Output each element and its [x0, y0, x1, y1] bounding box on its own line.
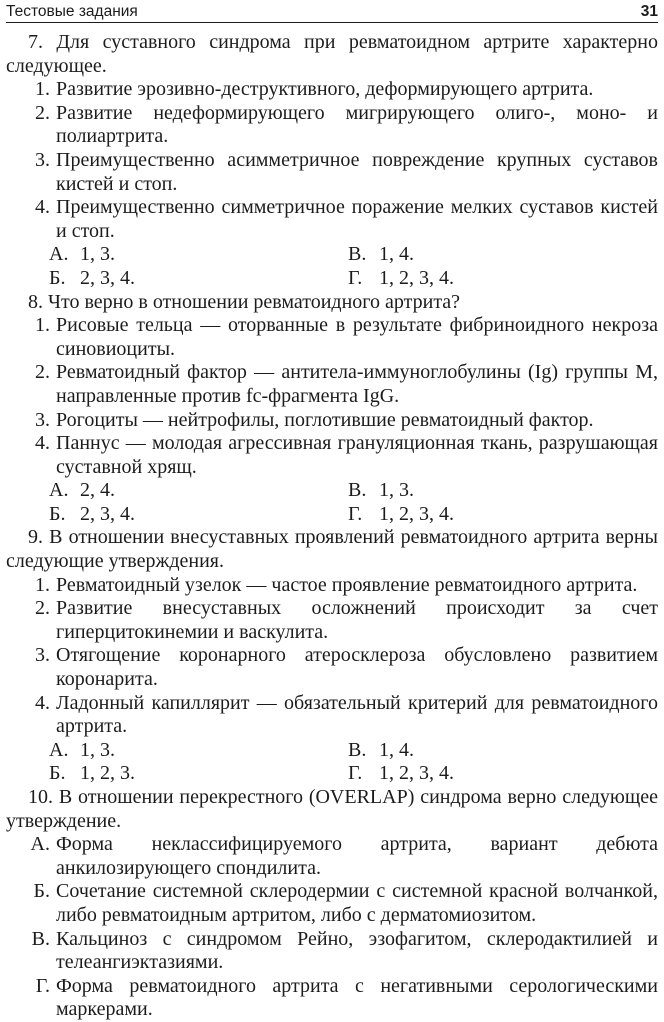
option-item: 2. Развитие недеформирующего мигрирующего олиго-, моно- и полиартрита.: [35, 101, 658, 148]
question-stem: 7. Для суставного синдрома при ревматоидном артрите характерно следующее.: [6, 31, 658, 77]
option-item: 1. Развитие эрозивно-деструктивного, деформирующего артрита.: [35, 78, 594, 101]
option-item: 3. Отягощение коронарного атеросклероза обусловлено развитием коронарита.: [35, 644, 658, 691]
question-stem: 10. В отношении перекрестного (OVERLAP) синдрома верно следующее утверждение.: [6, 786, 658, 832]
option-item: 4. Преимущественно симметричное поражение мелких суставов кистей и стоп.: [35, 196, 658, 242]
question-8: [6, 291, 658, 527]
option-item: Б. Сочетание системной склеродермии с системной красной волчанкой, либо ревматоидным артритом, либо с дерматомиозитом.: [33, 880, 658, 926]
question-stem: 9. В отношении внесуставных проявлений ревматоидного артрита верны следующие утверждения.: [6, 526, 658, 573]
option-item: 2. Ревматоидный фактор — антитела-иммуноглобулины (Ig) группы M, направленные против fc-фрагмента IgG.: [35, 361, 658, 407]
question-10: [6, 786, 658, 1022]
answer-row: А. 2, 4. В. 1, 3.: [49, 479, 414, 502]
question-9: [6, 526, 658, 786]
option-item: 4. Паннус — молодая агрессивная грануляционная ткань, разрушающая суставной хрящ.: [35, 432, 658, 478]
option-item: 2. Развитие внесуставных осложнений происходит за счет гиперцитокинемии и васкулита.: [35, 597, 658, 643]
option-item: 1. Рисовые тельца — оторванные в результате фибриноидного некроза синовиоциты.: [35, 314, 658, 360]
answer-row: Б. 1, 2, 3. Г. 1, 2, 3, 4.: [49, 762, 454, 785]
question-stem: 8. Что верно в отношении ревматоидного артрита?: [28, 290, 461, 313]
option-item: Г. Форма ревматоидного артрита с негативными серологическими маркерами.: [35, 974, 658, 1021]
page-number: 31: [640, 3, 658, 20]
option-item: В. Кальциноз с синдромом Рейно, эзофагитом, склеродактилией и телеангиэктазиями.: [31, 927, 658, 974]
answer-row: Б. 2, 3, 4. Г. 1, 2, 3, 4.: [49, 502, 454, 525]
running-head: [6, 0, 658, 23]
option-item: 1. Ревматоидный узелок — частое проявление ревматоидного артрита.: [35, 573, 638, 596]
section-title: Тестовые задания: [6, 3, 138, 20]
answer-row: А. 1, 3. В. 1, 4.: [49, 738, 414, 761]
option-item: 4. Ладонный капиллярит — обязательный критерий для ревматоидного артрита.: [35, 691, 658, 738]
answer-row: Б. 2, 3, 4. Г. 1, 2, 3, 4.: [49, 266, 454, 289]
answer-row: А. 1, 3. В. 1, 4.: [49, 243, 414, 266]
option-item: А. Форма неклассифицируемого артрита, вариант дебюта анкилозирующего спондилита.: [30, 833, 658, 879]
option-item: 3. Рогоциты — нейтрофилы, поглотившие ревматоидный фактор.: [35, 408, 594, 431]
question-7: [6, 31, 658, 291]
option-item: 3. Преимущественно асимметричное повреждение крупных суставов кистей и стоп.: [35, 148, 658, 195]
